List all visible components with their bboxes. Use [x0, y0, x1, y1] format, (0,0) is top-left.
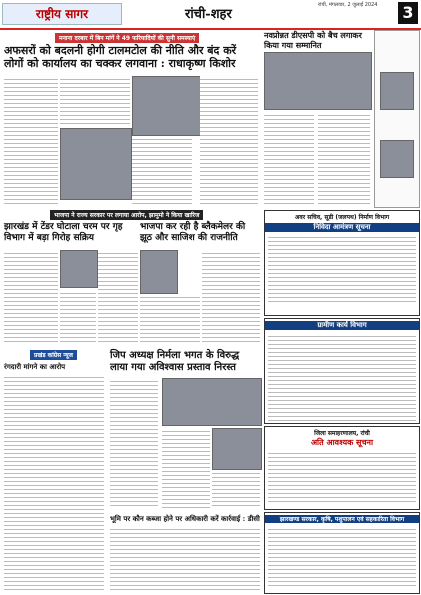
- third-left-headline: रंगदारी मांगने का आरोप: [4, 362, 66, 371]
- second-column-1: [4, 250, 58, 345]
- dateline: रांची, मंगलवार, 2 जुलाई 2024: [318, 2, 378, 8]
- third-center-headline: जिप अध्यक्ष निर्मला भगत के विरुद्ध लाया गया अविश्वास प्रस्ताव निरस्त: [110, 350, 240, 373]
- side-photo-1: [380, 72, 414, 110]
- tender-ad-1-title: निविदा आमंत्रण सूचना: [265, 223, 419, 232]
- newspaper-logo: [2, 3, 122, 25]
- tender-ad-1: [264, 210, 420, 316]
- lead-column-4: [200, 76, 258, 206]
- tender-ad-2: [264, 318, 420, 424]
- third-column-2: [162, 428, 210, 508]
- second-column-5: [202, 250, 260, 345]
- third-bottom-headline: भूमि पर कौन कब्जा होने पर अधिकारी करें कार्रवाई : डीसी: [110, 514, 260, 523]
- second-kicker: भाजपा ने राज्य सरकार पर लगाया आरोप, झामुमो ने किया खारिज: [50, 210, 203, 220]
- third-left-column: [4, 374, 104, 592]
- tender-ad-3-header: झारखण्ड सरकार, कृषि, पशुपालन एवं सहकारिता विभाग: [265, 515, 419, 523]
- second-left-headline: झारखंड में टेंडर घोटाला चरम पर गृह विभाग में बड़ा गिरोह सक्रिय: [4, 222, 123, 243]
- section-title: रांची-शहर: [185, 7, 232, 22]
- second-column-2: [60, 290, 96, 345]
- second-column-4: [140, 294, 200, 345]
- third-photo-1: [162, 378, 262, 426]
- lead-column-3: [132, 136, 192, 206]
- tender-ad-3: [264, 512, 420, 594]
- right-headline: नवप्रोन्नत डीएसपी को बैच लगाकर किया गया सम्मानित: [264, 30, 362, 50]
- notice-ad-header: जिला समाहरणालय, रांची: [314, 430, 370, 437]
- tender-ad-2-body: [268, 333, 416, 421]
- third-left-kicker: प्रखंड कांग्रेस न्यूज: [30, 350, 77, 360]
- lead-photo-2: [132, 76, 202, 136]
- tender-ad-1-body: [268, 234, 416, 302]
- third-photo-2: [212, 428, 262, 470]
- second-right-headline: भाजपा कर रही है ब्लैकमेलर की झूठ और साजिश की राजनीति: [140, 222, 246, 243]
- side-photo-2: [380, 140, 414, 178]
- second-column-3: [98, 250, 138, 345]
- lead-kicker: मनाना दरबार में बिन मांगें ने 49 फरियादियों की सुनी समस्याएं: [55, 33, 199, 43]
- lead-photo: [60, 128, 132, 200]
- page-number: 3: [398, 2, 418, 24]
- third-column-1: [110, 378, 158, 508]
- notice-ad: [264, 426, 420, 510]
- second-photo-2: [140, 250, 178, 294]
- third-column-3: [212, 470, 260, 508]
- tender-ad-2-header: ग्रामीण कार्य विभाग: [265, 321, 419, 330]
- tender-ad-3-body: [268, 526, 416, 588]
- side-box: [374, 30, 420, 208]
- logo-text: राष्ट्रीय सागर: [35, 7, 89, 21]
- lead-column-1: [4, 76, 58, 206]
- notice-ad-title: अति आवश्यक सूचना: [310, 438, 374, 447]
- right-column-1: [264, 112, 314, 206]
- notice-ad-body: [268, 450, 416, 502]
- second-photo-1: [60, 250, 98, 288]
- third-bottom-column: [110, 526, 260, 592]
- tender-ad-1-header: अवर सचिव, सूडी (जलपथ) निर्माण विभाग: [294, 214, 390, 221]
- lead-headline: अफसरों को बदलनी होगी टालमटोल की नीति और बंद करें लोगों को कार्यालय का चक्कर लगवाना : राधाकृष्ण किशोर: [4, 44, 237, 70]
- lead-column-2: [60, 76, 130, 126]
- right-column-2: [318, 112, 370, 206]
- right-photo: [264, 52, 372, 110]
